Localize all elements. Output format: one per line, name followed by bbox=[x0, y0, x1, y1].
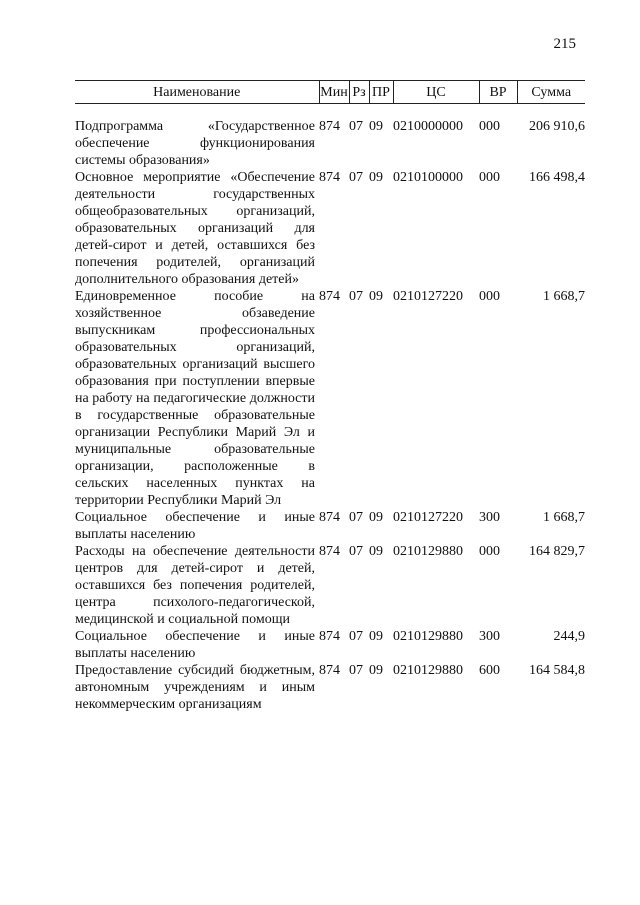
row-cs: 0210000000 bbox=[393, 119, 463, 134]
row-sum: 244,9 bbox=[553, 629, 585, 644]
page-number: 215 bbox=[553, 36, 576, 52]
row-sum: 206 910,6 bbox=[529, 119, 585, 134]
row-name: Расходы на обеспечение деятельности центров для детей-сирот и детей, оставшихся без попечения родителей, центра психолого-педагогической, медицинской и социальной помощи bbox=[75, 544, 315, 627]
row-pr: 09 bbox=[369, 663, 383, 678]
row-pr: 09 bbox=[369, 629, 383, 644]
row-sum: 164 584,8 bbox=[529, 663, 585, 678]
row-pr: 09 bbox=[369, 119, 383, 134]
header-cs: ЦС bbox=[393, 81, 479, 104]
row-rz: 07 bbox=[349, 119, 363, 134]
header-name: Наименование bbox=[75, 81, 319, 104]
row-vr: 000 bbox=[479, 289, 500, 304]
row-name: Социальное обеспечение и иные выплаты населению bbox=[75, 510, 315, 542]
row-rz: 07 bbox=[349, 510, 363, 525]
row-name: Единовременное пособие на хозяйственное обзаведение выпускникам профессиональных образовательных организаций, образовательных организаций высшего образования при поступлении впервые на работу на педагогические должности в государственные образовательные организации Республики Марий Эл и муниципальные образовательные организации, расположенные в сельских населенных пунктах на территории Республики Марий Эл bbox=[75, 289, 315, 508]
row-sum: 1 668,7 bbox=[543, 510, 585, 525]
row-min: 874 bbox=[319, 170, 340, 185]
row-min: 874 bbox=[319, 119, 340, 134]
row-vr: 000 bbox=[479, 170, 500, 185]
budget-table-container bbox=[75, 80, 585, 713]
table-row bbox=[75, 509, 585, 543]
row-vr: 300 bbox=[479, 510, 500, 525]
row-name: Социальное обеспечение и иные выплаты населению bbox=[75, 629, 315, 661]
row-min: 874 bbox=[319, 544, 340, 559]
table-row bbox=[75, 288, 585, 509]
row-rz: 07 bbox=[349, 170, 363, 185]
budget-table bbox=[75, 80, 585, 713]
row-name: Подпрограмма «Государственное обеспечение функционирования системы образования» bbox=[75, 119, 315, 168]
row-pr: 09 bbox=[369, 170, 383, 185]
header-vr: ВР bbox=[479, 81, 517, 104]
row-min: 874 bbox=[319, 629, 340, 644]
row-name: Основное мероприятие «Обеспечение деятельности государственных общеобразовательных организаций, образовательных организаций для детей-сирот и детей, оставшихся без попечения родителей, организаций дополнительного образования детей» bbox=[75, 170, 315, 287]
table-header bbox=[75, 81, 585, 104]
row-vr: 000 bbox=[479, 544, 500, 559]
row-rz: 07 bbox=[349, 629, 363, 644]
table-row bbox=[75, 118, 585, 169]
row-pr: 09 bbox=[369, 510, 383, 525]
header-pr: ПР bbox=[369, 81, 393, 104]
row-rz: 07 bbox=[349, 289, 363, 304]
row-rz: 07 bbox=[349, 544, 363, 559]
row-cs: 0210127220 bbox=[393, 289, 463, 304]
row-cs: 0210129880 bbox=[393, 544, 463, 559]
row-cs: 0210127220 bbox=[393, 510, 463, 525]
header-sum: Сумма bbox=[517, 81, 585, 104]
table-row bbox=[75, 543, 585, 628]
table-row bbox=[75, 662, 585, 713]
row-sum: 1 668,7 bbox=[543, 289, 585, 304]
row-rz: 07 bbox=[349, 663, 363, 678]
table-row bbox=[75, 169, 585, 288]
row-vr: 000 bbox=[479, 119, 500, 134]
header-rz: Рз bbox=[349, 81, 369, 104]
row-sum: 164 829,7 bbox=[529, 544, 585, 559]
row-sum: 166 498,4 bbox=[529, 170, 585, 185]
row-pr: 09 bbox=[369, 544, 383, 559]
row-cs: 0210129880 bbox=[393, 629, 463, 644]
row-min: 874 bbox=[319, 289, 340, 304]
row-vr: 600 bbox=[479, 663, 500, 678]
row-name: Предоставление субсидий бюджетным, автономным учреждениям и иным некоммерческим организациям bbox=[75, 663, 315, 712]
row-min: 874 bbox=[319, 663, 340, 678]
row-pr: 09 bbox=[369, 289, 383, 304]
table-row bbox=[75, 628, 585, 662]
row-min: 874 bbox=[319, 510, 340, 525]
row-cs: 0210100000 bbox=[393, 170, 463, 185]
table-body bbox=[75, 104, 585, 714]
row-cs: 0210129880 bbox=[393, 663, 463, 678]
row-vr: 300 bbox=[479, 629, 500, 644]
header-min: Мин bbox=[319, 81, 349, 104]
